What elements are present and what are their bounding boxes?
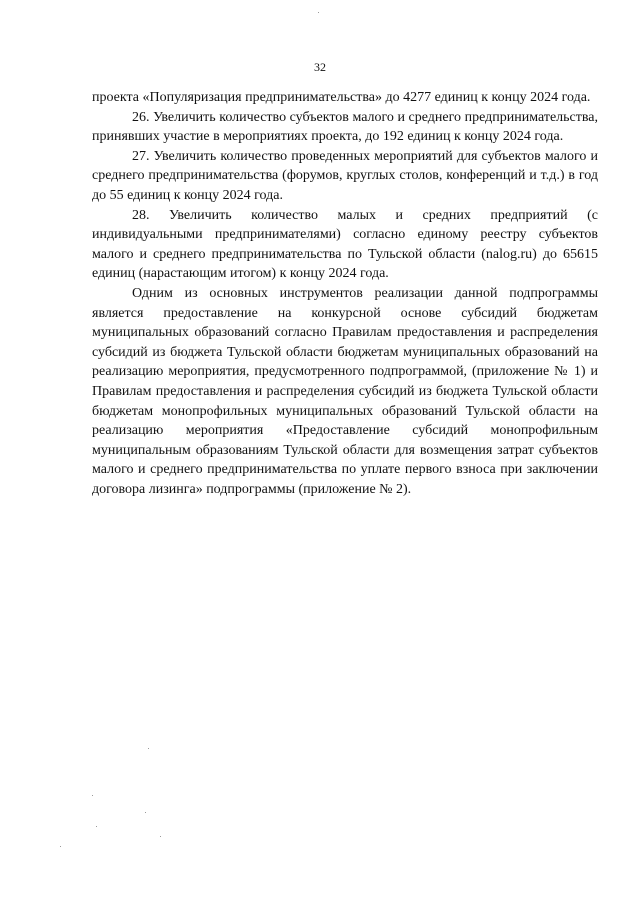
scan-speck <box>92 795 93 796</box>
paragraph-item-28: 28. Увеличить количество малых и средних предприятий (с индивидуальными предпринимателями) согласно единому реестру субъектов малого и среднего предпринимательства по Тульской области (nalog.ru) до 65615 единиц (нарастающим итогом) к концу 2024 года. <box>92 207 598 282</box>
paragraph-continuation: проекта «Популяризация предпринимательства» до 4277 единиц к концу 2024 года. <box>92 90 591 105</box>
document-body <box>92 88 598 499</box>
paragraph-main-instruments: Одним из основных инструментов реализации данной подпрограммы является предоставление на конкурсной основе субсидий бюджетам муниципальных образований согласно Правилам предоставления и распределения субсидий из бюджета Тульской области бюджетам муниципальных образований на реализацию мероприятия, предусмотренного подпрограммой, (приложение № 1) и Правилам предоставления и распределения субсидий из бюджета Тульской области бюджетам монопрофильных муниципальных образований Тульской области на реализацию мероприятия «Предоставление субсидий монопрофильным муниципальным образованиям Тульской области для возмещения затрат субъектов малого и среднего предпринимательства по уплате первого взноса при заключении договора лизинга» подпрограммы (приложение № 2). <box>92 285 598 497</box>
scan-speck <box>160 836 161 837</box>
page-number: 32 <box>314 60 326 74</box>
paragraph-item-27: 27. Увеличить количество проведенных мероприятий для субъектов малого и среднего предпринимательства (форумов, круглых столов, конференций и т.д.) в год до 55 единиц к концу 2024 года. <box>92 148 598 203</box>
paragraph-item-26: 26. Увеличить количество субъектов малого и среднего предпринимательства, принявших участие в мероприятиях проекта, до 192 единиц к концу 2024 года. <box>92 109 598 145</box>
scan-speck <box>60 846 61 847</box>
scan-speck <box>145 812 146 813</box>
scan-speck <box>96 826 97 827</box>
scan-speck <box>318 12 319 13</box>
scan-speck <box>148 748 149 749</box>
